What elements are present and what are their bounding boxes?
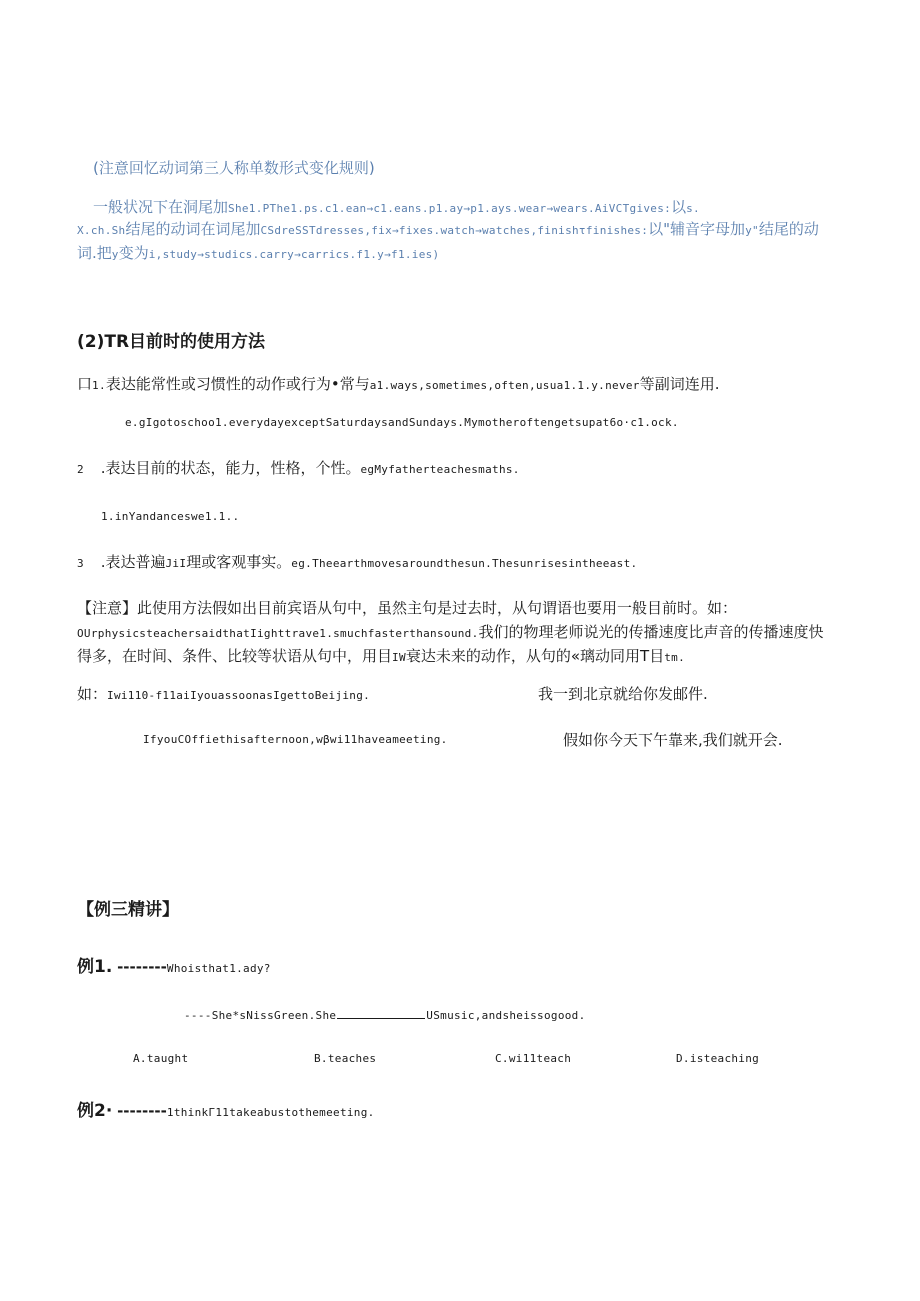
question-dashes: -------- (117, 958, 167, 976)
option-a[interactable]: A.taught (133, 1052, 189, 1065)
text: X.ch.Sh (77, 224, 126, 237)
text: .表达目前的状态，能力，性格，个性。 (100, 459, 361, 477)
usage-item-2 (77, 458, 520, 480)
rules-note-line-2 (77, 219, 819, 241)
text: y (111, 248, 119, 261)
text: Iwi110-f11aiIyouassoonasIgettoBeijing. (107, 689, 371, 702)
question-label: 例1. (77, 957, 113, 977)
text: i,study→studics.carry→carrics.f1.y→f1.ies) (148, 248, 440, 261)
rules-note-line-3 (77, 243, 439, 265)
text: 等副词连用. (639, 375, 720, 393)
text: s. (686, 202, 700, 215)
example-sentence-1 (77, 684, 370, 706)
text: 衰达未来的动作，从句的«璃动同用T目 (405, 647, 665, 665)
option-c[interactable]: C.wi11teach (495, 1052, 572, 1065)
text: eg.Theearthmovesaroundthesun.Thesunrisesintheeast. (291, 557, 638, 570)
note-line-2 (77, 622, 824, 644)
question-dashes: -------- (117, 1102, 167, 1120)
note-line-1: 【注意】此使用方法假如出目前宾语从句中，虽然主句是过去时，从句谓语也要用一般目前时。如： (77, 599, 738, 617)
question-text: 1thinkΓ11takeabustothemeeting. (166, 1106, 375, 1119)
text: USmusic,andsheissogood. (426, 1009, 586, 1022)
example-sentence-1-translation: 我一到北京就给你发邮件. (538, 685, 708, 703)
question-2 (77, 1101, 375, 1123)
text: 口 (77, 375, 93, 393)
option-d[interactable]: D.isteaching (676, 1052, 760, 1065)
question-label: 例2· (77, 1101, 113, 1121)
text: a1.ways,sometimes,often,usua1.1.y.never (369, 379, 640, 392)
text: CSdreSSTdresses,fix→fixes.watch→watches,finishτfinishes: (260, 224, 649, 237)
text: egMyfatherteachesmaths. (360, 463, 520, 476)
rules-note-title: (注意回忆动词第三人称单数形式变化规则) (93, 159, 375, 177)
item-number: 2 (77, 463, 84, 476)
question-1 (77, 957, 271, 979)
text: 我们的物理老师说光的传播速度比声音的传播速度快 (478, 623, 824, 641)
text: OUrphysicsteachersaidthatIighttrave1.smuchfasterthansound. (77, 627, 479, 640)
text: 一般状况下在洞尾加 (93, 198, 229, 216)
usage-item-2-example: 1.inYandanceswe1.1.. (101, 510, 240, 523)
text: IW (392, 651, 406, 664)
option-b[interactable]: B.teaches (314, 1052, 377, 1065)
text: .表达普遍 (100, 553, 166, 571)
item-number: 3 (77, 557, 84, 570)
text: 结尾的动 (758, 220, 819, 238)
text: tm. (664, 651, 685, 664)
question-text: Whoisthat1.ady? (166, 962, 271, 975)
text: 词.把 (77, 244, 112, 262)
answer-blank[interactable] (337, 1007, 425, 1019)
rules-note-line-1 (93, 197, 700, 219)
text: She1.PThe1.ps.c1.ean→c1.eans.p1.ay→p1.ays.wear→wears.AiVCTgives: (228, 202, 672, 215)
example-sentence-2: IfyouCOffiethisafternoon,wβwi11haveameeting. (143, 733, 448, 746)
question-1-line-2 (184, 1004, 586, 1026)
text: 理或客观事实。 (186, 553, 292, 571)
text: 得多，在时间、条件、比较等状语从句中，用目 (77, 647, 393, 665)
example-sentence-2-translation: 假如你今天下午靠来,我们就开会. (563, 731, 783, 749)
text: ----She*sNissGreen.She (184, 1009, 337, 1022)
usage-item-1 (77, 374, 720, 396)
text: 如： (77, 685, 108, 703)
text: 以 (671, 198, 687, 216)
text: 变为 (118, 244, 149, 262)
usage-item-3 (77, 552, 637, 574)
text: 表达能常性或习惯性的动作或行为•常与 (105, 375, 370, 393)
text: 结尾的动词在词尾加 (125, 220, 261, 238)
text: 1. (92, 379, 106, 392)
text: JiI (165, 557, 187, 570)
note-line-3 (77, 646, 685, 668)
examples-heading: 【例三精讲】 (77, 900, 179, 920)
section-heading: (2)TR目前时的使用方法 (77, 332, 266, 352)
usage-item-1-example: e.gIgotoschoo1.everydayexceptSaturdaysandSundays.Mymotheroftengetsupat6o·c1.ock. (125, 416, 679, 429)
text: 以"辅音字母加 (648, 220, 746, 238)
text: y" (745, 224, 759, 237)
